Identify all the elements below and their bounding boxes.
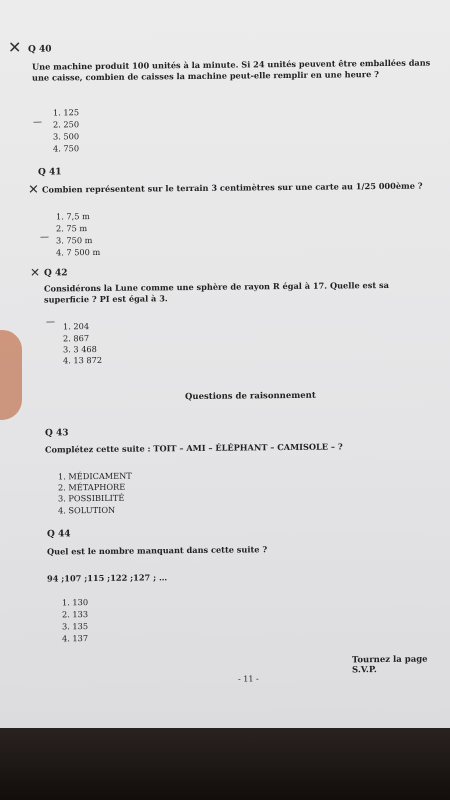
cross-mark-icon: ✕ [30, 265, 41, 280]
option-2: 2. 133 [62, 609, 89, 620]
option-3: 3. 135 [62, 621, 89, 632]
option-2: 2. MÉTAPHORE [58, 481, 126, 493]
cross-mark-icon: ✕ [8, 37, 22, 57]
option-3: 3. 500 [53, 131, 80, 142]
question-number: Q 43 [45, 428, 69, 439]
option-4: 4. SOLUTION [58, 504, 116, 516]
question-number: Q 44 [47, 529, 71, 540]
option-4: 4. 13 872 [63, 354, 103, 366]
option-4: 4. 750 [53, 143, 80, 154]
option-3: 3. 3 468 [63, 343, 97, 355]
question-text: Une machine produit 100 unités à la minute. Si 24 unités peuvent être emballées dans une caisse, combien de caisses la machine peut-elle remplir en une heure ? [32, 57, 431, 83]
answer-dash-icon: — [46, 317, 55, 328]
cross-mark-icon: ✕ [28, 182, 39, 198]
question-text: Combien représentent sur le terrain 3 centimètres sur une carte au 1/25 000ème ? [42, 180, 423, 195]
turn-page-note: Tournez la page S.V.P. [352, 654, 428, 676]
question-text: Complétez cette suite : TOIT – AMI – ÉLÉPHANT – CAMISOLE – ? [45, 441, 343, 455]
answer-dash-icon: — [33, 117, 42, 128]
question-text: Quel est le nombre manquant dans cette suite ? [47, 544, 268, 557]
option-1: 1. 7,5 m [56, 211, 90, 222]
option-4: 4. 137 [62, 633, 89, 644]
option-1: 1. 130 [62, 597, 89, 608]
number-sequence: 94 ;107 ;115 ;122 ;127 ; … [47, 572, 168, 584]
question-text: Considérons la Lune comme une sphère de rayon R égal à 17. Quelle est sa superficie ? PI est égal à 3. [44, 279, 389, 305]
page-number: - 11 - [238, 674, 259, 684]
option-3: 3. 750 m [56, 235, 93, 246]
option-2: 2. 75 m [56, 223, 88, 234]
option-2: 2. 867 [63, 333, 90, 344]
option-1: 1. 204 [63, 321, 90, 332]
option-1: 1. 125 [53, 107, 80, 118]
option-3: 3. POSSIBILITÉ [58, 492, 125, 504]
thumb [0, 330, 22, 420]
dark-background [0, 728, 450, 800]
question-number: Q 42 [44, 268, 68, 279]
question-number: Q 40 [28, 44, 52, 55]
option-4: 4. 7 500 m [56, 246, 101, 258]
question-number: Q 41 [38, 167, 62, 178]
option-1: 1. MÉDICAMENT [58, 470, 132, 482]
option-2: 2. 250 [53, 119, 80, 130]
section-title: Questions de raisonnement [185, 390, 316, 403]
answer-dash-icon: — [40, 232, 49, 243]
